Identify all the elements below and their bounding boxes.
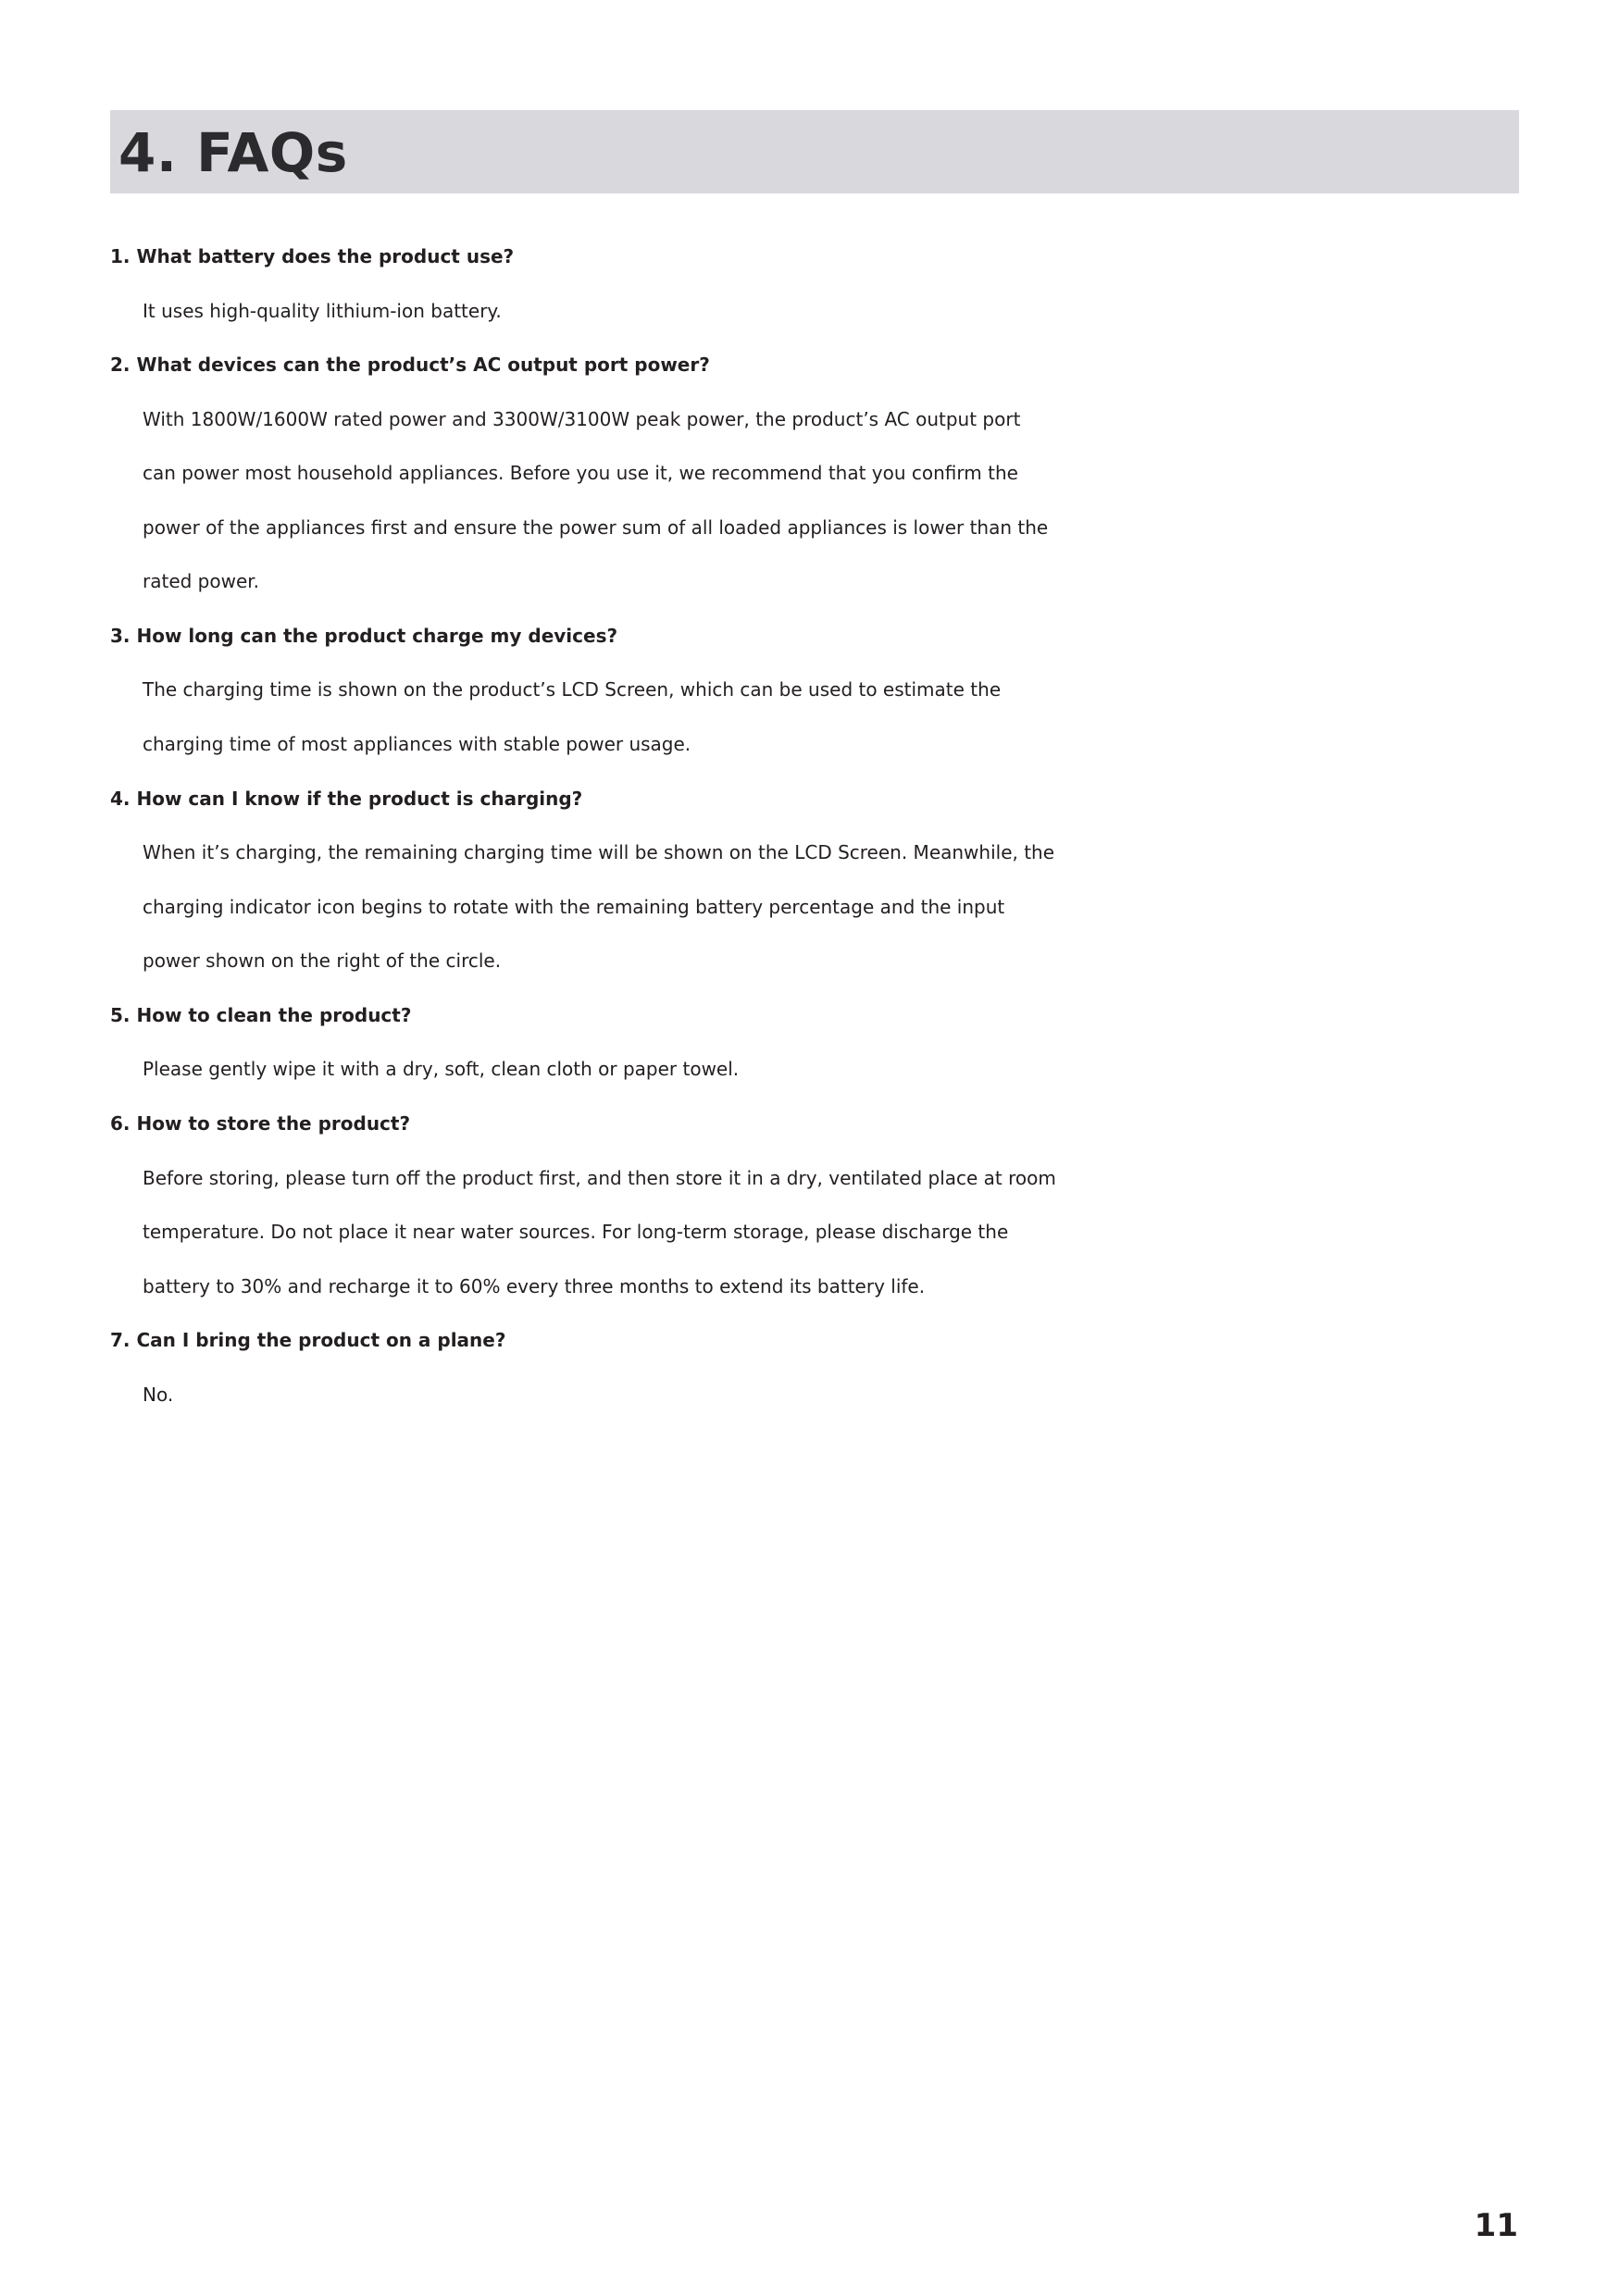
faq-question: 4. How can I know if the product is charging? [110, 787, 583, 810]
faq-item [110, 772, 1526, 988]
faq-answer-line: No. [143, 1383, 174, 1406]
faq-answer [110, 825, 1526, 988]
faq-item [110, 338, 1526, 609]
faq-answer-line: power of the appliances first and ensure the power sum of all loaded appliances is lower than the [143, 515, 1049, 539]
page-number: 11 [1474, 2207, 1518, 2244]
faq-answer [110, 1151, 1526, 1314]
faq-answer [110, 284, 1526, 339]
faq-answer-line: Please gently wipe it with a dry, soft, clean cloth or paper towel. [143, 1058, 740, 1081]
faq-item [110, 988, 1526, 1097]
faq-item [110, 609, 1526, 772]
faq-list [110, 230, 1526, 1421]
faq-item [110, 1313, 1526, 1421]
faq-answer [110, 392, 1526, 609]
faq-question: 3. How long can the product charge my devices? [110, 624, 618, 647]
faq-question: 6. How to store the product? [110, 1112, 411, 1136]
faq-answer-line: When it’s charging, the remaining charging time will be shown on the LCD Screen. Meanwhile, the [143, 841, 1055, 864]
faq-answer-line: It uses high-quality lithium-ion battery. [143, 299, 502, 322]
section-header-bar [110, 110, 1519, 193]
section-title: 4. FAQs [118, 121, 348, 184]
faq-question: 2. What devices can the product’s AC output port power? [110, 354, 710, 377]
faq-answer-line: The charging time is shown on the product’s LCD Screen, which can be used to estimate the [143, 678, 1002, 701]
faq-question: 5. How to clean the product? [110, 1003, 412, 1026]
faq-answer-line: charging indicator icon begins to rotate with the remaining battery percentage and the input [143, 895, 1005, 918]
faq-answer-line: temperature. Do not place it near water sources. For long-term storage, please discharge the [143, 1221, 1009, 1244]
faq-answer-line: charging time of most appliances with stable power usage. [143, 733, 691, 756]
faq-question: 1. What battery does the product use? [110, 245, 515, 267]
faq-answer-line: power shown on the right of the circle. [143, 949, 502, 973]
faq-answer-line: rated power. [143, 570, 260, 593]
faq-answer-line: can power most household appliances. Before you use it, we recommend that you confirm the [143, 462, 1018, 485]
faq-item [110, 230, 1526, 338]
faq-answer-line: With 1800W/1600W rated power and 3300W/3100W peak power, the product’s AC output port [143, 407, 1021, 430]
faq-answer-line: battery to 30% and recharge it to 60% every three months to extend its battery life. [143, 1274, 926, 1297]
faq-answer-line: Before storing, please turn off the product first, and then store it in a dry, ventilated place at room [143, 1166, 1056, 1189]
faq-answer [110, 1042, 1526, 1097]
faq-answer [110, 663, 1526, 771]
faq-answer [110, 1368, 1526, 1422]
faq-question: 7. Can I bring the product on a plane? [110, 1329, 506, 1352]
faq-item [110, 1097, 1526, 1313]
